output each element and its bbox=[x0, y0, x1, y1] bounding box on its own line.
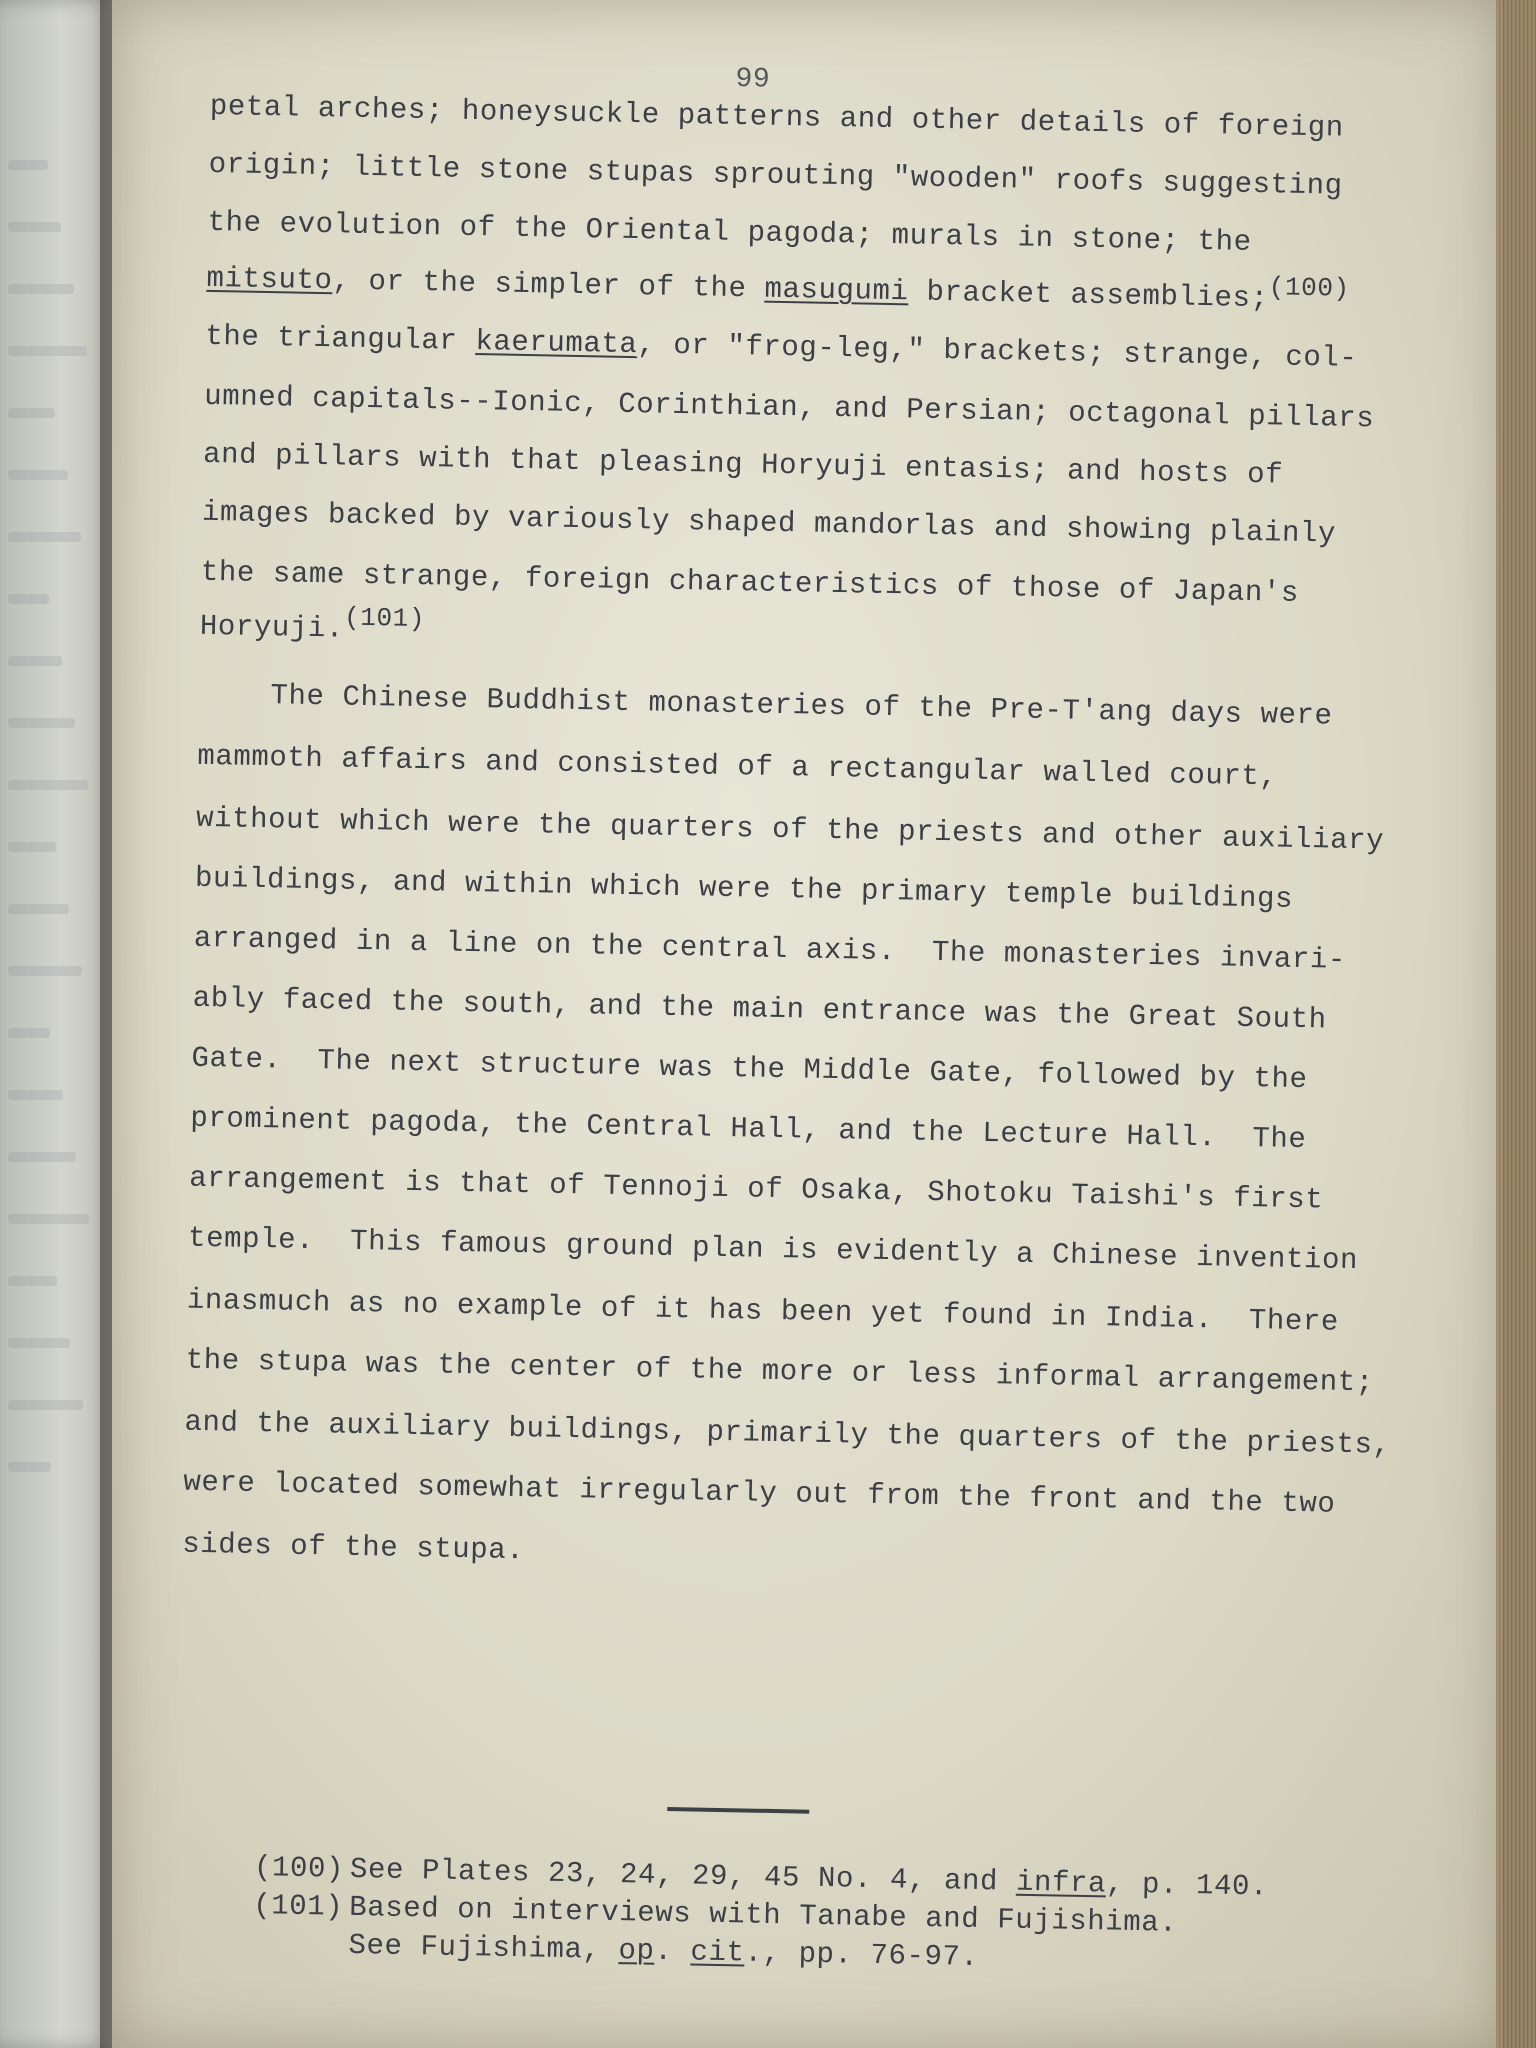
text-run: Based on interviews with Tanabe and Fujishima. bbox=[348, 1890, 1178, 1940]
text-line: the same strange, foreign characteristics of those of Japan's bbox=[200, 555, 1300, 610]
footnote-number: (100) bbox=[253, 1851, 345, 1886]
bleed-through-mark bbox=[8, 160, 48, 170]
text-line bbox=[205, 320, 1358, 375]
text-line: petal arches; honeysuckle patterns and other details of foreign bbox=[209, 89, 1345, 145]
underlined-term: mitsuto bbox=[206, 261, 333, 298]
text-run: , p. 140. bbox=[1105, 1867, 1269, 1904]
text-line: the evolution of the Oriental pagoda; murals in stone; the bbox=[207, 205, 1252, 259]
footnote-number: (101) bbox=[252, 1889, 344, 1924]
text-line: temple. This famous ground plan is evidently a Chinese invention bbox=[187, 1221, 1359, 1278]
bleed-through-mark bbox=[8, 966, 82, 976]
footnote-number bbox=[252, 1951, 348, 1953]
bleed-through-mark bbox=[8, 594, 49, 604]
text-line: arranged in a line on the central axis. The monasteries invari- bbox=[193, 921, 1347, 977]
bleed-through-mark bbox=[8, 532, 81, 542]
text-line bbox=[206, 262, 1350, 317]
text-line: the stupa was the center of the more or less informal arrangement; bbox=[185, 1343, 1375, 1400]
footnote bbox=[252, 1927, 979, 1974]
footnote-rule bbox=[667, 1807, 809, 1814]
bleed-through-mark bbox=[8, 1090, 63, 1100]
bleed-through-mark bbox=[8, 1276, 57, 1286]
text-line: The Chinese Buddhist monasteries of the Pre-T'ang days were bbox=[198, 677, 1333, 733]
text-line: sides of the stupa. bbox=[181, 1527, 525, 1568]
book-page bbox=[112, 0, 1502, 2048]
footnote-reference: (101) bbox=[343, 602, 426, 635]
bleed-through-mark bbox=[8, 1462, 51, 1472]
text-run: the triangular bbox=[205, 319, 476, 359]
bleed-through-mark bbox=[8, 408, 55, 418]
underlined-term: op bbox=[618, 1934, 655, 1968]
bleed-through-mark bbox=[8, 1152, 76, 1162]
text-line: and pillars with that pleasing Horyuji entasis; and hosts of bbox=[202, 437, 1284, 492]
underlined-term: infra bbox=[1015, 1865, 1107, 1901]
text-line: were located somewhat irregularly out from the front and the two bbox=[183, 1465, 1336, 1521]
bleed-through-mark bbox=[8, 284, 74, 294]
text-line: and the auxiliary buildings, primarily the quarters of the priests, bbox=[184, 1405, 1391, 1462]
text-line: buildings, and within which were the primary temple buildings bbox=[194, 861, 1294, 916]
footnote-reference: (100) bbox=[1268, 272, 1351, 304]
underlined-term: cit bbox=[690, 1935, 745, 1970]
bleed-through-mark bbox=[8, 1338, 70, 1348]
text-line: prominent pagoda, the Central Hall, and the Lecture Hall. The bbox=[190, 1101, 1307, 1157]
page-number: 99 bbox=[735, 63, 771, 96]
bleed-through-mark bbox=[8, 780, 88, 790]
page-text bbox=[133, 0, 1512, 2048]
bleed-through-mark bbox=[8, 904, 69, 914]
bleed-through-mark bbox=[8, 1214, 89, 1224]
bleed-through-mark bbox=[8, 656, 62, 666]
bleed-through-mark bbox=[8, 1400, 83, 1410]
bleed-through-mark bbox=[8, 842, 56, 852]
bleed-through-mark bbox=[8, 718, 75, 728]
text-run: , or the simpler of the bbox=[332, 264, 765, 306]
text-run: Horyuji. bbox=[199, 609, 345, 646]
underlined-term: kaerumata bbox=[475, 325, 638, 362]
text-line: images backed by variously shaped mandorlas and showing plainly bbox=[201, 495, 1337, 551]
underlined-term: masugumi bbox=[764, 272, 909, 309]
text-run: , or "frog-leg," brackets; strange, col- bbox=[637, 328, 1358, 375]
text-line: origin; little stone stupas sprouting "wooden" roofs suggesting bbox=[208, 147, 1344, 203]
text-line bbox=[199, 602, 426, 647]
facing-page-edge bbox=[0, 0, 112, 2048]
bleed-through-mark bbox=[8, 222, 61, 232]
text-line: mammoth affairs and consisted of a rectangular walled court, bbox=[197, 739, 1278, 794]
bleed-through-mark bbox=[8, 1028, 50, 1038]
text-run: ., pp. 76-97. bbox=[744, 1936, 979, 1974]
text-line: Gate. The next structure was the Middle Gate, followed by the bbox=[191, 1041, 1308, 1097]
text-line: arrangement is that of Tennoji of Osaka, Shotoku Taishi's first bbox=[188, 1161, 1324, 1217]
text-run: See Plates 23, 24, 29, 45 No. 4, and bbox=[349, 1852, 1017, 1899]
text-run: bracket assemblies; bbox=[908, 275, 1269, 316]
page-stack-edge bbox=[1496, 0, 1536, 2048]
text-line: inasmuch as no example of it has been yet found in India. There bbox=[186, 1283, 1340, 1339]
bleed-through-mark bbox=[8, 470, 68, 480]
text-line: umned capitals--Ionic, Corinthian, and Persian; octagonal pillars bbox=[203, 379, 1375, 436]
bleed-through-mark bbox=[8, 346, 87, 356]
text-line: without which were the quarters of the priests and other auxiliary bbox=[195, 801, 1385, 858]
text-run: See Fujishima, bbox=[348, 1928, 619, 1968]
text-run: . bbox=[654, 1934, 691, 1969]
text-line: ably faced the south, and the main entrance was the Great South bbox=[192, 981, 1328, 1037]
